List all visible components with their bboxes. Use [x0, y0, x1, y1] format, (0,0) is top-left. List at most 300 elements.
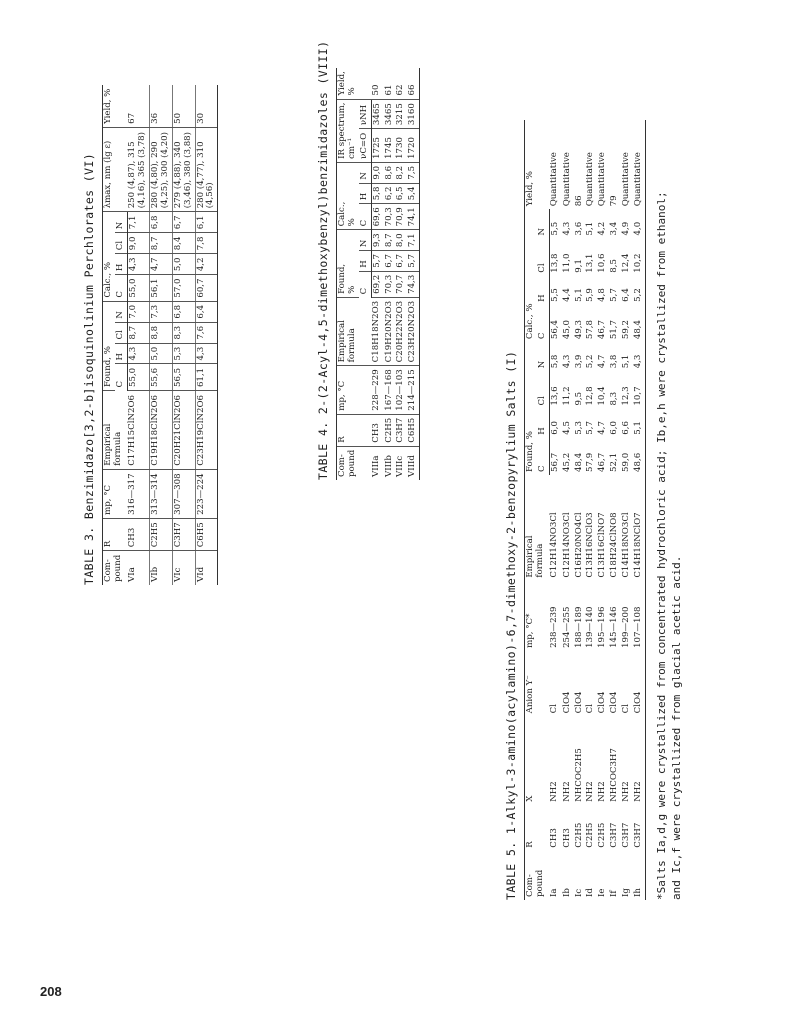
cell-x: NH2 — [585, 781, 596, 802]
cell-found-cl: 13,6 — [549, 386, 560, 406]
cell-lambda: 280 (4,77), 310 (4,56) — [195, 127, 218, 211]
cell-yield: 61 — [384, 68, 396, 99]
cell-calc-c: 59,2 — [621, 319, 631, 340]
cell-compound: Id — [585, 888, 596, 897]
cell-yield: 67 — [127, 85, 149, 127]
cell-found-n: 7,3 — [150, 301, 173, 322]
col-found-n: N — [115, 301, 127, 322]
cell-found-cl: 8,8 — [150, 322, 173, 343]
cell-vco: 1745 — [384, 129, 396, 163]
cell-calc-c: 46,7 — [597, 319, 608, 340]
cell-found-h: 4,3 — [195, 343, 218, 364]
col-r: R — [337, 414, 372, 446]
cell-formula: C16H20NO4Cl — [573, 512, 584, 578]
cell-vco: 1720 — [407, 129, 419, 163]
col-yield: Yield, % — [103, 85, 128, 127]
cell-formula: C14H18NClO7 — [633, 475, 645, 581]
cell-found-h: 6,6 — [621, 421, 631, 435]
cell-calc-cl: 8,5 — [609, 259, 620, 273]
cell-compound: Ib — [561, 888, 572, 897]
cell-calc-n: 5,5 — [549, 221, 560, 236]
table-row — [562, 120, 574, 900]
cell-calc-h: 5,1 — [573, 288, 584, 302]
cell-compound: Ie — [597, 888, 608, 897]
cell-vco: 1725 — [371, 129, 383, 163]
col-r: R — [525, 805, 550, 851]
cell-found-h: 4,7 — [597, 421, 608, 435]
col-found-cl: Cl — [537, 371, 549, 408]
cell-found-h: 5,7 — [585, 421, 596, 435]
cell-x: NHCOC3H7 — [609, 748, 620, 802]
table-row — [574, 120, 586, 900]
col-calc-c: C — [115, 275, 127, 301]
cell-mp: 238—239 — [549, 606, 560, 648]
cell-calc-cl: 7,8 — [195, 233, 218, 254]
cell-found-c: 56,5 — [172, 364, 195, 390]
cell-found-n: 5,2 — [585, 354, 596, 369]
cell-vco: 1730 — [395, 129, 407, 163]
cell-found-n: 4,7 — [597, 354, 608, 369]
table-3-title: TABLE 3. Benzimidazo[3,2-b]isoquinolinium Perchlorates (VI) — [82, 152, 96, 585]
cell-compound: VIb — [150, 551, 173, 585]
cell-calc-c: 74,1 — [407, 204, 419, 230]
cell-found-h: 5,3 — [573, 421, 584, 435]
cell-r: C3H7 — [172, 518, 195, 550]
cell-found-n: 7,1 — [407, 230, 419, 251]
table-row — [621, 120, 633, 900]
cell-calc-h: 5,9 — [585, 288, 596, 302]
cell-found-cl: 7,6 — [195, 322, 218, 343]
cell-calc-n: 4,3 — [561, 221, 572, 236]
col-found-h: H — [115, 343, 127, 364]
cell-found-h: 6,7 — [384, 251, 396, 272]
cell-r: C3H7 — [609, 822, 620, 848]
table-5-title: TABLE 5. 1-Alkyl-3-amino(acylamino)-6,7-dimethoxy-2-benzopyrylium Salts (I) — [504, 350, 518, 900]
col-ir: IR spectrum, cm⁻¹ — [337, 99, 359, 162]
cell-compound: VIa — [127, 567, 138, 582]
cell-yield: 66 — [407, 68, 419, 99]
cell-calc-h: 4,2 — [195, 254, 218, 275]
cell-calc-n: 4,0 — [633, 209, 645, 238]
cell-calc-c: 48,4 — [633, 305, 645, 342]
cell-found-n: 5,8 — [549, 354, 560, 369]
table-3 — [82, 85, 218, 585]
cell-found-n: 5,1 — [621, 354, 631, 369]
cell-compound: Ig — [621, 888, 631, 897]
col-calc-cl: Cl — [115, 233, 127, 254]
cell-calc-cl: 9,1 — [573, 259, 584, 273]
table-5 — [504, 120, 684, 900]
cell-calc-c: 70,9 — [395, 204, 407, 230]
cell-calc-h: 5,5 — [549, 288, 560, 302]
cell-compound: VIIIc — [395, 455, 406, 477]
col-calc-n: N — [359, 162, 371, 183]
cell-found-c: 45,2 — [561, 452, 572, 472]
cell-found-h: 5,0 — [150, 343, 173, 364]
cell-yield: Quantitative — [597, 152, 608, 207]
cell-yield: 30 — [195, 85, 218, 127]
cell-r: CH3 — [371, 414, 383, 446]
cell-vnh: 3160 — [407, 99, 419, 129]
table-5-grid — [524, 120, 646, 900]
col-calc-h: H — [537, 276, 549, 305]
cell-formula: C18H18N2O3 — [371, 297, 383, 365]
cell-found-h: 4,3 — [127, 343, 149, 364]
cell-found-n: 6,4 — [195, 301, 218, 322]
col-calc-n: N — [537, 209, 549, 238]
cell-found-c: 70,7 — [395, 271, 407, 297]
cell-calc-cl: 10,6 — [597, 253, 608, 273]
col-calc: Calc., % — [525, 209, 537, 342]
cell-mp: 139—140 — [585, 606, 596, 648]
cell-compound: Ic — [573, 888, 584, 897]
cell-x: NH2 — [561, 781, 572, 802]
cell-found-n: 9,3 — [371, 230, 383, 251]
cell-found-c: 52,1 — [609, 452, 620, 472]
cell-found-cl: 12,3 — [621, 386, 631, 406]
cell-calc-c: 51,7 — [609, 319, 620, 340]
table-row — [549, 120, 561, 900]
cell-formula: C20H22N2O3 — [395, 297, 407, 365]
table-5-footnote — [654, 120, 684, 900]
col-compound: Com- pound — [103, 551, 128, 585]
cell-calc-cl: 8,4 — [172, 233, 195, 254]
cell-found-cl: 9,5 — [573, 391, 584, 406]
cell-calc-n: 7,1 — [127, 212, 149, 233]
cell-formula: C13H16NClO3 — [585, 512, 596, 578]
cell-found-c: 70,3 — [384, 271, 396, 297]
cell-compound: VIIId — [407, 446, 419, 480]
cell-anion: ClO4 — [633, 651, 645, 716]
cell-calc-n: 5,1 — [585, 221, 596, 236]
cell-lambda: 250 (4,87), 315 (4,16), 365 (3,78) — [127, 127, 149, 211]
cell-formula: C14H18NO3Cl — [621, 512, 631, 578]
cell-compound: VId — [195, 551, 218, 585]
cell-yield: 79 — [609, 195, 620, 207]
col-found-c: C — [359, 271, 371, 297]
col-compound: Com- pound — [337, 446, 372, 480]
col-mp: mp, °C — [337, 366, 372, 414]
cell-formula: C23H19ClN2O6 — [195, 390, 218, 469]
cell-found-c: 69,2 — [371, 271, 383, 297]
cell-found-n: 4,3 — [561, 354, 572, 369]
cell-lambda: 280 (4,80), 290 (4,25), 300 (4,20) — [150, 127, 173, 211]
cell-calc-cl: 13,8 — [549, 253, 560, 273]
cell-yield: 36 — [150, 85, 173, 127]
cell-formula: C23H20N2O3 — [407, 297, 419, 365]
cell-yield: 50 — [172, 85, 195, 127]
cell-calc-n: 8,6 — [384, 162, 396, 183]
cell-calc-cl: 11,0 — [561, 253, 572, 273]
table-3-grid — [102, 85, 218, 585]
cell-found-h: 6,7 — [395, 251, 407, 272]
col-calc: Calc., % — [103, 212, 115, 301]
cell-calc-h: 5,7 — [609, 288, 620, 302]
cell-vnh: 3465 — [371, 99, 383, 129]
cell-yield: 86 — [573, 195, 584, 207]
cell-yield: Quantitative — [561, 152, 572, 207]
col-found: Found, % — [103, 301, 115, 390]
cell-calc-h: 5,0 — [172, 254, 195, 275]
table-row — [609, 120, 621, 900]
cell-x: NH2 — [621, 781, 631, 802]
table-4 — [316, 41, 420, 480]
col-calc-c: C — [359, 204, 371, 230]
col-found-h: H — [359, 251, 371, 272]
col-calc-c: C — [537, 305, 549, 342]
cell-found-cl: 8,7 — [127, 322, 149, 343]
cell-found-h: 4,5 — [561, 421, 572, 435]
cell-r: C2H5 — [150, 518, 173, 550]
cell-found-n: 7,0 — [127, 301, 149, 322]
table-row — [407, 68, 419, 480]
col-formula: Empirical formula — [525, 475, 550, 581]
cell-yield: Quantitative — [585, 152, 596, 207]
cell-calc-n: 4,9 — [621, 221, 631, 236]
cell-calc-c: 57,0 — [172, 275, 195, 301]
col-formula: Empirical formula — [103, 390, 128, 469]
col-vco: νC=O — [359, 129, 371, 163]
col-calc-h: H — [115, 254, 127, 275]
cell-calc-c: 56,4 — [549, 319, 560, 340]
cell-anion: Cl — [621, 704, 631, 714]
cell-found-h: 5,7 — [371, 251, 383, 272]
col-found-cl: Cl — [115, 322, 127, 343]
cell-formula: C19H18ClN2O6 — [150, 390, 173, 469]
cell-x: NH2 — [633, 716, 645, 804]
cell-mp: 223—224 — [195, 469, 218, 518]
cell-calc-c: 56,1 — [150, 275, 173, 301]
cell-compound: If — [609, 890, 620, 897]
cell-found-n: 8,7 — [384, 230, 396, 251]
col-mp: mp, °C* — [525, 581, 550, 651]
table-row — [585, 120, 597, 900]
cell-mp: 313—314 — [150, 469, 173, 518]
cell-found-cl: 8,3 — [609, 391, 620, 406]
cell-calc-c: 57,8 — [585, 319, 596, 340]
col-found-n: N — [359, 230, 371, 251]
cell-yield: Quantitative — [549, 152, 560, 207]
footnote-line-2: and Ic,f were crystallized from glacial acetic acid. — [669, 555, 683, 900]
cell-found-c: 56,7 — [549, 452, 560, 472]
cell-mp: 102—103 — [395, 366, 407, 414]
page-number: 208 — [40, 984, 62, 999]
cell-calc-h: 5,8 — [371, 183, 383, 204]
cell-calc-n: 6,1 — [195, 212, 218, 233]
cell-found-cl: 11,2 — [561, 386, 572, 406]
cell-calc-n: 6,7 — [172, 212, 195, 233]
cell-mp: 316—317 — [127, 469, 149, 518]
cell-yield: Quantitative — [633, 120, 645, 209]
col-lambda: λmax, nm (lg ε) — [103, 127, 128, 211]
cell-mp: 107—108 — [633, 581, 645, 651]
cell-compound: VIc — [172, 551, 195, 585]
cell-found-n: 8,0 — [395, 230, 407, 251]
cell-calc-n: 3,6 — [573, 221, 584, 236]
cell-found-n: 6,8 — [172, 301, 195, 322]
cell-formula: C20H21ClN2O6 — [172, 390, 195, 469]
cell-r: CH3 — [561, 828, 572, 848]
cell-calc-cl: 12,4 — [621, 253, 631, 273]
footnote-line-1: *Salts Ia,d,g were crystallized from concentrated hydrochloric acid; Ib,e,h were crystallized from ethanol; — [654, 191, 668, 900]
table-row — [127, 85, 149, 585]
table-row — [633, 120, 645, 900]
cell-found-n: 3,9 — [573, 354, 584, 369]
cell-lambda: 279 (4,88), 340 (3,46), 380 (3,88) — [172, 127, 195, 211]
cell-calc-h: 5,4 — [407, 183, 419, 204]
cell-found-c: 55,6 — [150, 364, 173, 390]
cell-found-c: 48,4 — [573, 452, 584, 472]
cell-mp: 195—196 — [597, 606, 608, 648]
cell-yield: Quantitative — [621, 152, 631, 207]
table-row — [195, 85, 218, 585]
col-calc-cl: Cl — [537, 238, 549, 275]
table-row — [597, 120, 609, 900]
cell-mp: 188—189 — [573, 606, 584, 648]
cell-found-h: 6,0 — [609, 421, 620, 435]
col-x: X — [525, 716, 550, 804]
cell-formula: C17H15ClN2O6 — [127, 390, 149, 469]
cell-yield: 62 — [395, 68, 407, 99]
cell-calc-n: 8,2 — [395, 162, 407, 183]
cell-calc-cl: 13,1 — [585, 253, 596, 273]
cell-calc-cl: 9,0 — [127, 233, 149, 254]
cell-calc-n: 9,0 — [371, 162, 383, 183]
table-row — [150, 85, 173, 585]
col-compound: Com- pound — [525, 851, 550, 900]
cell-formula: C19H20N2O3 — [384, 297, 396, 365]
cell-r: C2H5 — [597, 822, 608, 848]
cell-calc-h: 4,7 — [150, 254, 173, 275]
cell-anion: ClO4 — [609, 691, 620, 714]
cell-calc-cl: 10,2 — [633, 238, 645, 275]
cell-compound: VIIIa — [371, 455, 382, 477]
col-yield: Yield, % — [525, 120, 550, 209]
cell-vnh: 3215 — [395, 99, 407, 129]
table-row — [371, 68, 383, 480]
col-r: R — [103, 518, 128, 550]
cell-x: NH2 — [597, 781, 608, 802]
col-found-h: H — [537, 409, 549, 438]
cell-found-cl: 10,7 — [633, 371, 645, 408]
cell-anion: ClO4 — [561, 691, 572, 714]
cell-vnh: 3465 — [384, 99, 396, 129]
cell-x: NHCOC2H5 — [573, 748, 584, 802]
cell-calc-h: 6,2 — [384, 183, 396, 204]
cell-anion: Cl — [585, 704, 596, 714]
col-calc: Calc., % — [337, 162, 359, 229]
cell-calc-n: 4,2 — [597, 221, 608, 236]
cell-found-c: 46,7 — [597, 452, 608, 472]
cell-formula: C18H24ClNO8 — [609, 512, 620, 578]
cell-calc-c: 55,0 — [127, 275, 149, 301]
cell-found-c: 61,1 — [195, 364, 218, 390]
cell-calc-h: 5,2 — [633, 276, 645, 305]
cell-r: CH3 — [549, 828, 560, 848]
cell-mp: 199—200 — [621, 606, 631, 648]
cell-calc-h: 4,3 — [127, 254, 149, 275]
cell-mp: 145—146 — [609, 606, 620, 648]
col-found: Found, % — [525, 342, 537, 475]
cell-r: CH3 — [127, 518, 149, 550]
col-found-n: N — [537, 342, 549, 371]
col-found: Found, % — [337, 230, 359, 297]
table-4-title: TABLE 4. 2-(2-Acyl-4,5-dimethoxybenzyl)benzimidazoles (VIII) — [316, 40, 330, 480]
cell-x: NH2 — [549, 781, 560, 802]
cell-anion: ClO4 — [573, 691, 584, 714]
cell-formula: C13H16ClNO7 — [597, 512, 608, 578]
cell-found-c: 74,3 — [407, 271, 419, 297]
col-formula: Empirical formula — [337, 297, 372, 365]
cell-calc-h: 4,8 — [597, 288, 608, 302]
cell-mp: 167—168 — [384, 366, 396, 414]
cell-found-n: 3,8 — [609, 354, 620, 369]
cell-r: C3H7 — [621, 822, 631, 848]
cell-calc-cl: 8,7 — [150, 233, 173, 254]
cell-found-h: 5,1 — [633, 409, 645, 438]
cell-calc-c: 70,3 — [384, 204, 396, 230]
cell-r: C3H7 — [395, 414, 407, 446]
cell-calc-c: 49,3 — [573, 319, 584, 340]
cell-found-c: 59,0 — [621, 452, 631, 472]
cell-found-h: 5,3 — [172, 343, 195, 364]
cell-calc-c: 60,7 — [195, 275, 218, 301]
col-mp: mp, °C — [103, 469, 128, 518]
cell-compound: Ih — [633, 851, 645, 900]
col-found-c: C — [537, 438, 549, 475]
cell-compound: Ia — [549, 888, 560, 897]
col-calc-n: N — [115, 212, 127, 233]
cell-found-c: 57,9 — [585, 452, 596, 472]
cell-r: C2H5 — [573, 822, 584, 848]
cell-found-cl: 10,4 — [597, 386, 608, 406]
cell-found-h: 5,7 — [407, 251, 419, 272]
table-row — [384, 68, 396, 480]
col-found-c: C — [115, 364, 127, 390]
cell-calc-h: 6,4 — [621, 288, 631, 302]
cell-calc-n: 6,8 — [150, 212, 173, 233]
cell-found-n: 4,3 — [633, 342, 645, 371]
cell-calc-c: 69,6 — [371, 204, 383, 230]
cell-calc-n: 3,4 — [609, 221, 620, 236]
col-yield: Yield, % — [337, 68, 372, 99]
table-row — [395, 68, 407, 480]
cell-r: C3H7 — [633, 805, 645, 851]
col-calc-h: H — [359, 183, 371, 204]
table-4-grid — [336, 68, 420, 480]
cell-calc-h: 4,4 — [561, 288, 572, 302]
cell-mp: 254—255 — [561, 606, 572, 648]
cell-calc-c: 45,0 — [561, 319, 572, 340]
cell-r: C2H5 — [384, 414, 396, 446]
cell-formula: C12H14NO3Cl — [549, 512, 560, 578]
cell-anion: ClO4 — [597, 691, 608, 714]
cell-r: C6H5 — [407, 414, 419, 446]
cell-found-c: 48,6 — [633, 438, 645, 475]
col-vnh: νNH — [359, 99, 371, 129]
cell-formula: C12H14NO3Cl — [561, 512, 572, 578]
cell-found-cl: 8,3 — [172, 322, 195, 343]
cell-calc-h: 6,5 — [395, 183, 407, 204]
cell-found-c: 55,0 — [127, 364, 149, 390]
cell-r: C6H5 — [195, 518, 218, 550]
cell-found-cl: 12,8 — [585, 386, 596, 406]
cell-anion: Cl — [549, 704, 560, 714]
cell-mp: 214—215 — [407, 366, 419, 414]
cell-found-h: 6,0 — [549, 421, 560, 435]
cell-calc-n: 7,5 — [407, 162, 419, 183]
cell-mp: 307—308 — [172, 469, 195, 518]
